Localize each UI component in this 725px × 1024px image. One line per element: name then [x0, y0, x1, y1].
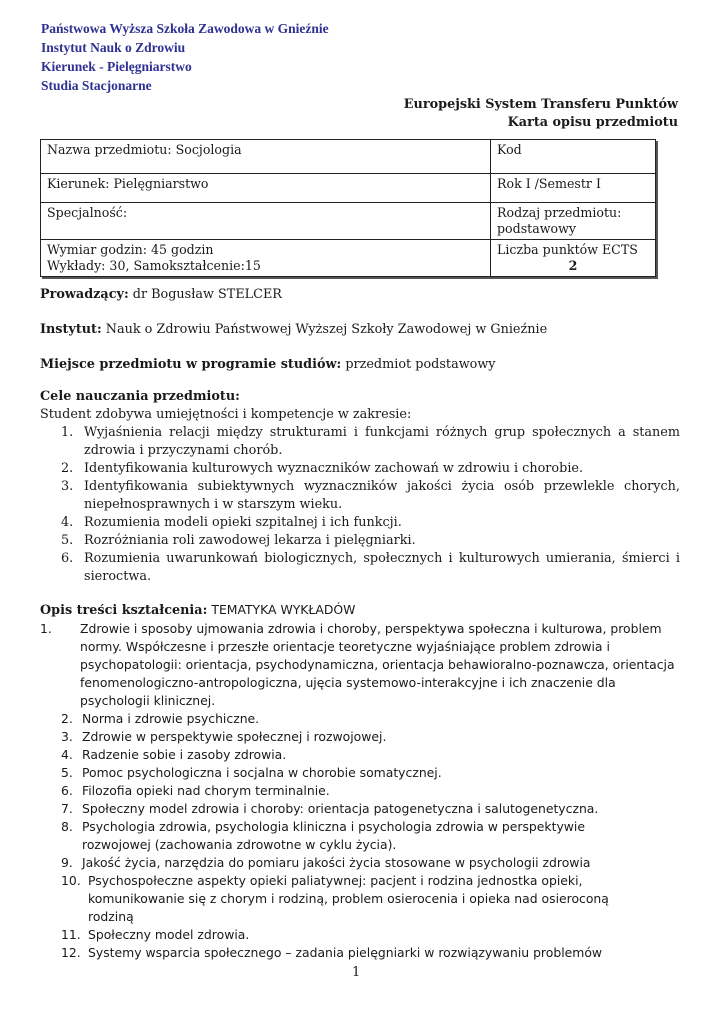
- item-text: Identyfikowania kulturowych wyznaczników zachowań w zdrowiu i chorobie.: [84, 461, 584, 476]
- item-number: 3.: [61, 729, 73, 744]
- list-item: [40, 764, 680, 782]
- header-line: Instytut Nauk o Zdrowiu: [41, 40, 186, 55]
- ects-points-label: Liczba punktów ECTS: [497, 242, 638, 257]
- item-number: 6.: [61, 551, 74, 566]
- ects-subtitle-line: Karta opisu przedmiotu: [507, 115, 678, 130]
- ects-title-line: Europejski System Transferu Punktów: [403, 97, 678, 112]
- institution-header: [41, 19, 329, 95]
- topics-list: [40, 620, 680, 962]
- page-number: 1: [352, 965, 361, 980]
- institute-line: [40, 321, 680, 339]
- list-item: [40, 728, 680, 746]
- list-item: [40, 620, 680, 710]
- lecturer-value: dr Bogusław STELCER: [132, 287, 282, 302]
- list-item: [40, 532, 680, 550]
- lecturer-line: [40, 286, 680, 304]
- content-heading: Opis treści kształcenia:: [40, 603, 208, 618]
- content-heading-line: [40, 601, 680, 620]
- header-line: Państwowa Wyższa Szkoła Zawodowa w Gnieźnie: [41, 21, 329, 36]
- goals-intro: Student zdobywa umiejętności i kompetencje w zakresie:: [40, 407, 412, 422]
- goals-list: [40, 424, 680, 586]
- item-text: Zdrowie w perspektywie społecznej i rozwojowej.: [82, 729, 387, 744]
- item-number: 9.: [61, 855, 73, 870]
- item-number: 2.: [61, 711, 73, 726]
- item-number: 10.: [61, 873, 81, 888]
- ects-points-value: 2: [568, 258, 578, 273]
- item-text: Społeczny model zdrowia i choroby: orientacja patogenetyczna i salutogenetyczna.: [82, 801, 599, 816]
- item-text: Jakość życia, narzędzia do pomiaru jakości życia stosowane w psychologii zdrowia: [82, 855, 591, 870]
- header-line: Studia Stacjonarne: [41, 78, 152, 93]
- institute-value: Nauk o Zdrowiu Państwowej Wyższej Szkoły Zawodowej w Gnieźnie: [105, 322, 548, 337]
- course-name-cell: Nazwa przedmiotu: Socjologia: [41, 140, 491, 174]
- item-number: 1.: [61, 425, 74, 440]
- course-type-cell: Rodzaj przedmiotu: podstawowy: [491, 203, 656, 240]
- list-item: [40, 872, 648, 926]
- item-text: Norma i zdrowie psychiczne.: [82, 711, 260, 726]
- item-number: 7.: [61, 801, 73, 816]
- table-row: [41, 140, 656, 174]
- goals-heading: Cele nauczania przedmiotu:: [40, 389, 240, 404]
- code-cell: Kod: [491, 140, 656, 174]
- table-row: [41, 240, 656, 277]
- item-number: 6.: [61, 783, 73, 798]
- item-number: 5.: [61, 533, 74, 548]
- list-item: [40, 782, 680, 800]
- item-text: Zdrowie i sposoby ujmowania zdrowia i choroby, perspektywa społeczna i kulturowa, problem normy. Współczesne i przeszłe orientacje teoretyczne wyjaśniające problem zdrowia i psychopatologii: orientacja, psychodynamiczna, orientacja behawioralno-poznawcza, orientacja fenomenologiczno-antropologiczna, ujęcia systemowo-interakcyjne i ich znaczenie dla psychologii klinicznej.: [80, 621, 675, 708]
- field-cell: Kierunek: Pielęgniarstwo: [41, 174, 491, 203]
- content-subheading: TEMATYKA WYKŁADÓW: [211, 602, 356, 617]
- list-item: [40, 514, 680, 532]
- specialty-cell: Specjalność:: [41, 203, 491, 240]
- list-item: [40, 818, 642, 854]
- list-item: [40, 800, 680, 818]
- goals-section: [40, 388, 680, 586]
- list-item: [40, 550, 680, 586]
- year-semester-cell: Rok I /Semestr I: [491, 174, 656, 203]
- item-number: 3.: [61, 479, 74, 494]
- item-text: Rozumienia uwarunkowań biologicznych, społecznych i kulturowych umierania, śmierci i sieroctwa.: [84, 551, 680, 584]
- list-item: [40, 944, 680, 962]
- curriculum-place-value: przedmiot podstawowy: [345, 357, 496, 372]
- hours-breakdown: Wykłady: 30, Samokształcenie:15: [47, 258, 261, 273]
- item-text: Radzenie sobie i zasoby zdrowia.: [82, 747, 287, 762]
- item-text: Wyjaśnienia relacji między strukturami i funkcjami różnych grup społecznych a stanem zdrowia i przyczynami chorób.: [84, 425, 680, 458]
- ects-points-cell: [491, 240, 656, 277]
- item-number: 5.: [61, 765, 73, 780]
- item-number: 1.: [40, 621, 52, 636]
- ects-title: [404, 96, 678, 132]
- hours-total: Wymiar godzin: 45 godzin: [47, 242, 214, 257]
- institute-label: Instytut:: [40, 322, 102, 337]
- item-text: Filozofia opieki nad chorym terminalnie.: [82, 783, 330, 798]
- list-item: [40, 460, 680, 478]
- item-number: 11.: [61, 927, 81, 942]
- list-item: [40, 710, 680, 728]
- item-number: 2.: [61, 461, 74, 476]
- lecturer-label: Prowadzący:: [40, 287, 129, 302]
- item-text: Psychologia zdrowia, psychologia kliniczna i psychologia zdrowia w perspektywie rozwojowej (zachowania zdrowotne w cyklu życia).: [82, 819, 585, 852]
- item-text: Psychospołeczne aspekty opieki paliatywnej: pacjent i rodzina jednostka opieki, komunikowanie się z chorym i rodziną, problem osierocenia i opieka nad osieroconą rodziną: [88, 873, 609, 924]
- item-text: Pomoc psychologiczna i socjalna w chorobie somatycznej.: [82, 765, 442, 780]
- table-row: [41, 174, 656, 203]
- item-text: Rozróżniania roli zawodowej lekarza i pielęgniarki.: [84, 533, 416, 548]
- table-row: [41, 203, 656, 240]
- curriculum-place-line: [40, 356, 680, 374]
- list-item: [40, 478, 680, 514]
- hours-cell: [41, 240, 491, 277]
- list-item: [40, 424, 680, 460]
- item-text: Identyfikowania subiektywnych wyznaczników jakości życia osób przewlekle chorych, niepełnosprawnych i w starszym wieku.: [84, 479, 680, 512]
- content-section: [40, 601, 680, 962]
- item-number: 4.: [61, 747, 73, 762]
- item-text: Społeczny model zdrowia.: [88, 927, 250, 942]
- item-text: Systemy wsparcia społecznego – zadania pielęgniarki w rozwiązywaniu problemów: [88, 945, 603, 960]
- item-number: 12.: [61, 945, 81, 960]
- item-number: 8.: [61, 819, 73, 834]
- list-item: [40, 926, 680, 944]
- curriculum-place-label: Miejsce przedmiotu w programie studiów:: [40, 357, 342, 372]
- course-info-table: [40, 139, 656, 277]
- list-item: [40, 746, 680, 764]
- header-line: Kierunek - Pielęgniarstwo: [41, 59, 192, 74]
- list-item: [40, 854, 680, 872]
- item-text: Rozumienia modeli opieki szpitalnej i ich funkcji.: [84, 515, 402, 530]
- item-number: 4.: [61, 515, 74, 530]
